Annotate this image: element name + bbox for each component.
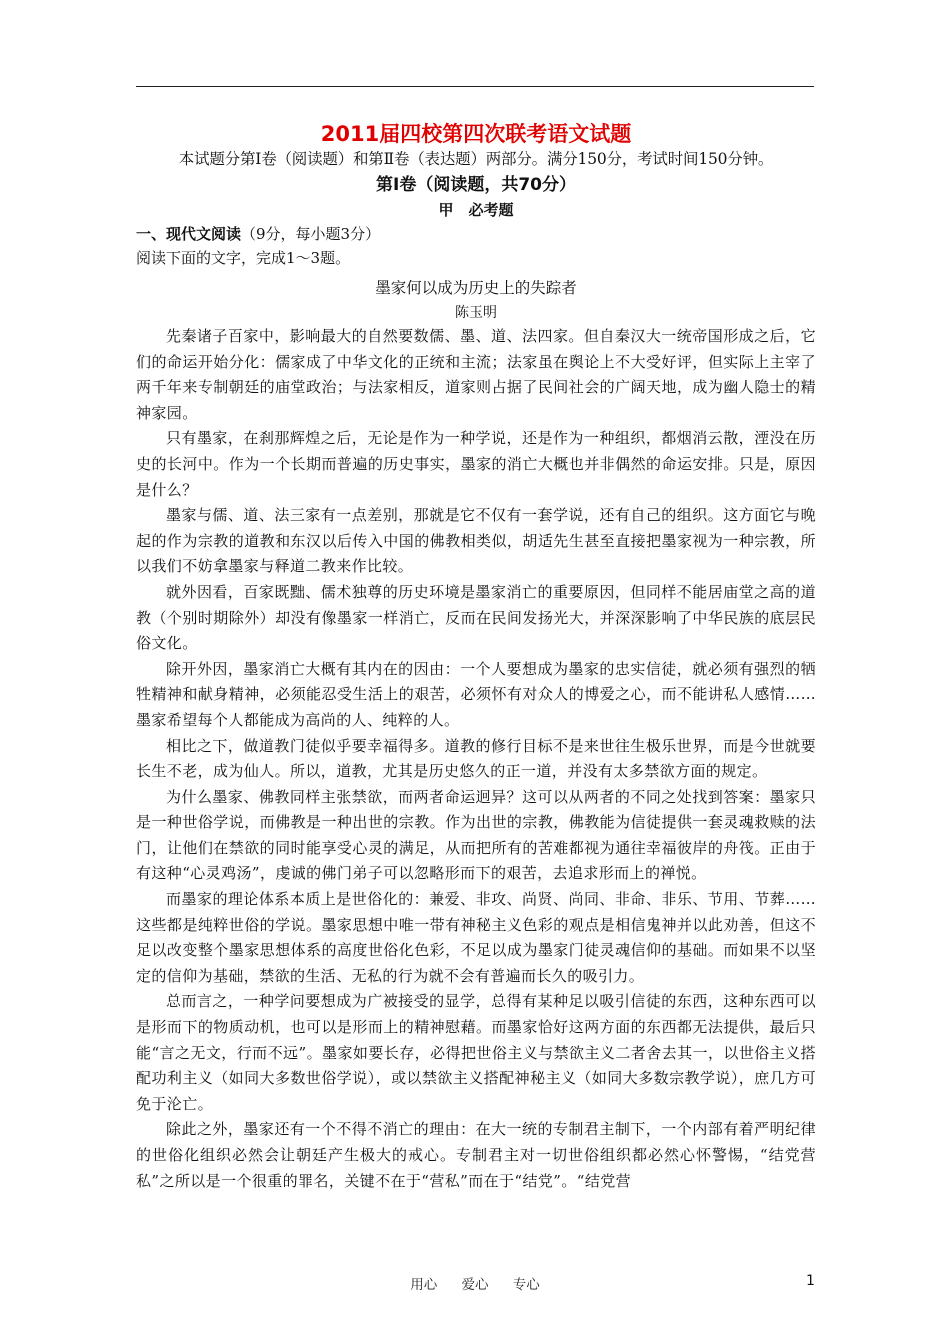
exam-title: 2011届四校第四次联考语文试题 bbox=[320, 122, 632, 146]
article-author: 陈玉明 bbox=[455, 305, 497, 321]
section-score-note: （9分，每小题3分） bbox=[241, 225, 381, 243]
article-paragraph: 墨家与儒、道、法三家有一点差别，那就是它不仅有一套学说，还有自己的组织。这方面它与晚起的作为宗教的道教和东汉以后传入中国的佛教相类似，胡适先生甚至直接把墨家视为一种宗教，所以我们不妨拿墨家与释道二教来作比较。 bbox=[136, 506, 816, 576]
section-heading-text: 一、现代文阅读 bbox=[136, 225, 242, 243]
page-number: 1 bbox=[806, 1273, 815, 1289]
article-paragraph: 为什么墨家、佛教同样主张禁欲，而两者命运迥异？这可以从两者的不同之处找到答案：墨家只是一种世俗学说，而佛教是一种出世的宗教。作为出世的宗教，佛教能为信徒提供一套灵魂救赎的法门，让他们在禁欲的同时能享受心灵的满足，从而把所有的苦难都视为通往幸福彼岸的舟筏。正由于有这种“心灵鸡汤”，虔诚的佛门弟子可以忽略形而下的艰苦，去追求形而上的禅悦。 bbox=[136, 787, 816, 883]
volume-heading: 第Ⅰ卷（阅读题，共70分） bbox=[376, 175, 576, 195]
article-title: 墨家何以成为历史上的失踪者 bbox=[375, 279, 577, 297]
article-paragraph: 相比之下，做道教门徒似乎要幸福得多。道教的修行目标不是来世往生极乐世界，而是今世就要长生不老，成为仙人。所以，道教，尤其是历史悠久的正一道，并没有太多禁欲方面的规定。 bbox=[136, 736, 816, 781]
article-body bbox=[136, 324, 816, 1194]
article-paragraph: 只有墨家，在刹那辉煌之后，无论是作为一种学说，还是作为一种组织，都烟消云散，湮没在历史的长河中。作为一个长期而普遍的历史事实，墨家的消亡大概也并非偶然的命运安排。只是，原因是什么？ bbox=[136, 429, 816, 499]
header-rule bbox=[136, 86, 814, 87]
article-paragraph: 先秦诸子百家中，影响最大的自然要数儒、墨、道、法四家。但自秦汉大一统帝国形成之后，它们的命运开始分化：儒家成了中华文化的正统和主流；法家虽在舆论上不大受好评，但实际上主宰了两千年来专制朝廷的庙堂政治；与法家相反，道家则占据了民间社会的广阔天地，成为幽人隐士的精神家园。 bbox=[136, 327, 816, 422]
article-paragraph: 总而言之，一种学问要想成为广被接受的显学，总得有某种足以吸引信徒的东西，这种东西可以是形而下的物质动机，也可以是形而上的精神慰藉。而墨家恰好这两方面的东西都无法提供，最后只能“言之无文，行而不远”。墨家如要长存，必得把世俗主义与禁欲主义二者舍去其一，以世俗主义搭配功利主义（如同大多数世俗学说），或以禁欲主义搭配神秘主义（如同大多数宗教学说），庶几方可免于沦亡。 bbox=[136, 992, 816, 1113]
article-paragraph: 而墨家的理论体系本质上是世俗化的：兼爱、非攻、尚贤、尚同、非命、非乐、节用、节葬……这些都是纯粹世俗的学说。墨家思想中唯一带有神秘主义色彩的观点是相信鬼神并以此劝善，但这不足以改变整个墨家思想体系的高度世俗化色彩，不足以成为墨家门徒灵魂信仰的基础。而如果不以坚定的信仰为基础，禁欲的生活、无私的行为就不会有普遍而长久的吸引力。 bbox=[136, 890, 816, 985]
section-label: 甲 必考题 bbox=[438, 201, 514, 219]
footer-slogan-3: 专心 bbox=[512, 1277, 540, 1293]
footer-slogan-2: 爱心 bbox=[461, 1277, 489, 1293]
article-paragraph: 就外因看，百家既黜、儒术独尊的历史环境是墨家消亡的重要原因，但同样不能居庙堂之高的道教（个别时期除外）却没有像墨家一样消亡，反而在民间发扬光大，并深深影响了中华民族的底层民俗文化。 bbox=[136, 582, 816, 653]
article-paragraph: 除此之外，墨家还有一个不得不消亡的理由：在大一统的专制君主制下，一个内部有着严明纪律的世俗化组织必然会让朝廷产生极大的戒心。专制君主对一切世俗组织都必然心怀警惕，“结党营私”之所以是一个很重的罪名，关键不在于“营私”而在于“结党”。“结党营 bbox=[136, 1120, 816, 1190]
exam-intro: 本试题分第Ⅰ卷（阅读题）和第Ⅱ卷（表达题）两部分。满分150分，考试时间150分钟。 bbox=[178, 150, 774, 168]
reading-instruction: 阅读下面的文字，完成1～3题。 bbox=[136, 249, 351, 267]
section-heading bbox=[136, 222, 816, 246]
document-body bbox=[136, 120, 816, 1194]
footer-slogan-1: 用心 bbox=[410, 1277, 438, 1293]
article-paragraph: 除开外因，墨家消亡大概有其内在的因由：一个人要想成为墨家的忠实信徒，就必须有强烈的牺牲精神和献身精神，必须能忍受生活上的艰苦，必须怀有对众人的博爱之心，而不能讲私人感情……墨家希望每个人都能成为高尚的人、纯粹的人。 bbox=[136, 659, 816, 729]
